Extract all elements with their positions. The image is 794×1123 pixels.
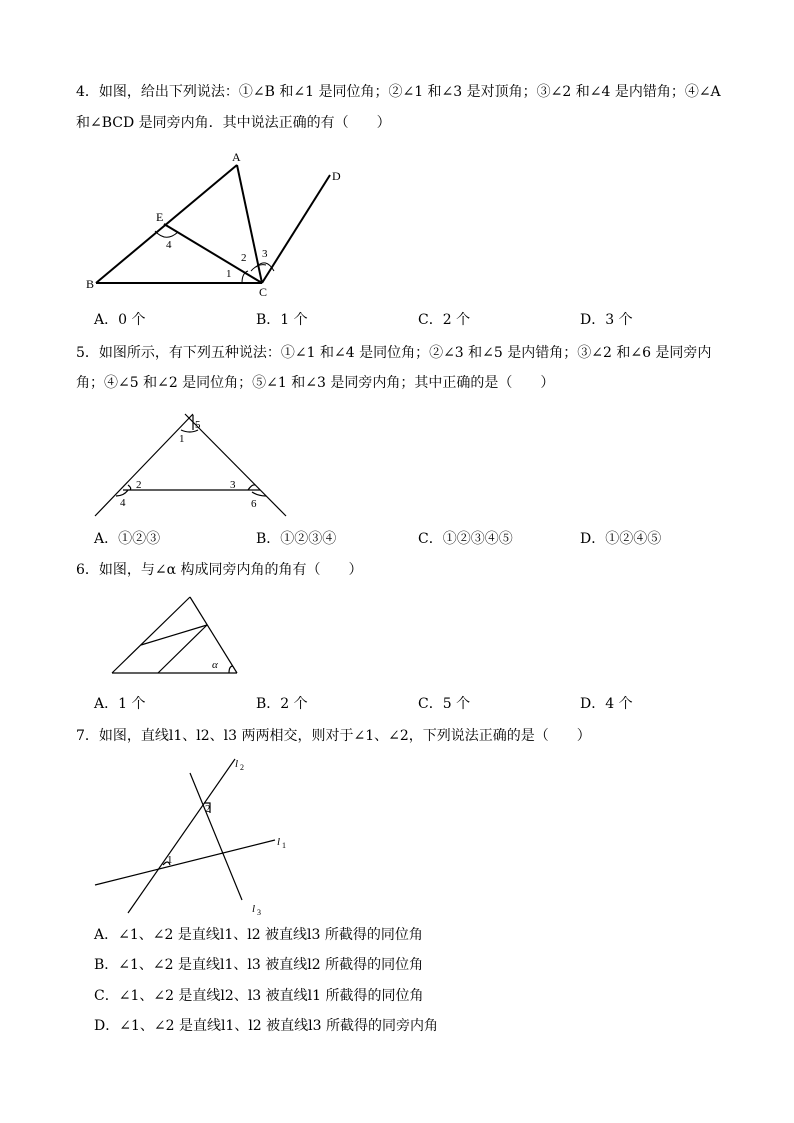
q4-label-b: B [86,277,95,291]
q6-option-b[interactable]: B．2 个 [256,696,308,712]
q7-option-d[interactable]: D．∠1、∠2 是直线l1、l2 被直线l3 所截得的同旁内角 [94,1018,439,1034]
q4-label-a: A [232,150,241,164]
q5-angle-2: 2 [136,479,142,491]
q7-option-c[interactable]: C．∠1、∠2 是直线l2、l3 被直线l1 所截得的同位角 [94,988,424,1004]
q6-angle-alpha: α [212,659,218,671]
q4-label-e: E [156,210,164,224]
q5-figure [90,412,290,520]
q6-figure [108,594,243,676]
q5-stem-line2: 角；④∠5 和∠2 是同位角；⑤∠1 和∠3 是同旁内角；其中正确的是（ ） [76,375,555,391]
q7-label-l3: l [252,903,256,915]
q5-angle-4: 4 [120,497,126,509]
q4-label-c: C [259,285,268,299]
q4-angle-1: 1 [226,268,232,280]
q4-option-a[interactable]: A．0 个 [94,312,146,328]
q4-figure [80,145,370,300]
q4-angle-3: 3 [262,248,268,260]
q7-label-l1-sub: 1 [282,841,286,850]
q7-label-l2-sub: 2 [240,763,244,772]
q6-option-a[interactable]: A．1 个 [94,696,146,712]
q7-angle-1: 1 [167,854,173,866]
q5-option-d[interactable]: D．①②④⑤ [580,531,662,547]
q7-label-l1: l [277,836,281,848]
q5-option-c[interactable]: C．①②③④⑤ [418,531,513,547]
q7-option-b[interactable]: B．∠1、∠2 是直线l1、l3 被直线l2 所截得的同位角 [94,957,424,973]
q4-stem-line2: 和∠BCD 是同旁内角．其中说法正确的有（ ） [76,115,391,131]
q5-angle-1: 1 [179,433,185,445]
q4-option-b[interactable]: B．1 个 [256,312,308,328]
q4-angle-2: 2 [241,252,247,264]
q5-angle-6: 6 [251,498,257,510]
q6-stem: 6．如图，与∠α 构成同旁内角的角有（ ） [76,562,363,578]
q4-stem-line1: 4．如图，给出下列说法：①∠B 和∠1 是同位角；②∠1 和∠3 是对顶角；③∠2 和∠4 是内错角；④∠A [76,84,721,100]
q7-figure [90,755,300,920]
q7-stem: 7．如图，直线l1、l2、l3 两两相交，则对于∠1、∠2，下列说法正确的是（ ） [76,728,591,744]
q4-label-d: D [332,169,341,183]
q4-option-c[interactable]: C．2 个 [418,312,471,328]
q5-option-b[interactable]: B．①②③④ [256,531,337,547]
q7-label-l2: l [235,758,239,770]
q7-label-l3-sub: 3 [257,908,261,917]
q4-option-d[interactable]: D．3 个 [580,312,633,328]
q5-option-a[interactable]: A．①②③ [94,531,161,547]
q5-stem-line1: 5．如图所示，有下列五种说法：①∠1 和∠4 是同位角；②∠3 和∠5 是内错角；③∠2 和∠6 是同旁内 [76,345,712,361]
q6-option-c[interactable]: C．5 个 [418,696,471,712]
q6-option-d[interactable]: D．4 个 [580,696,633,712]
q5-angle-3: 3 [230,479,236,491]
q7-option-a[interactable]: A．∠1、∠2 是直线l1、l2 被直线l3 所截得的同位角 [94,927,423,943]
q4-angle-4: 4 [166,239,172,251]
q5-angle-5: 5 [195,419,201,431]
q7-angle-2: 2 [205,803,211,815]
